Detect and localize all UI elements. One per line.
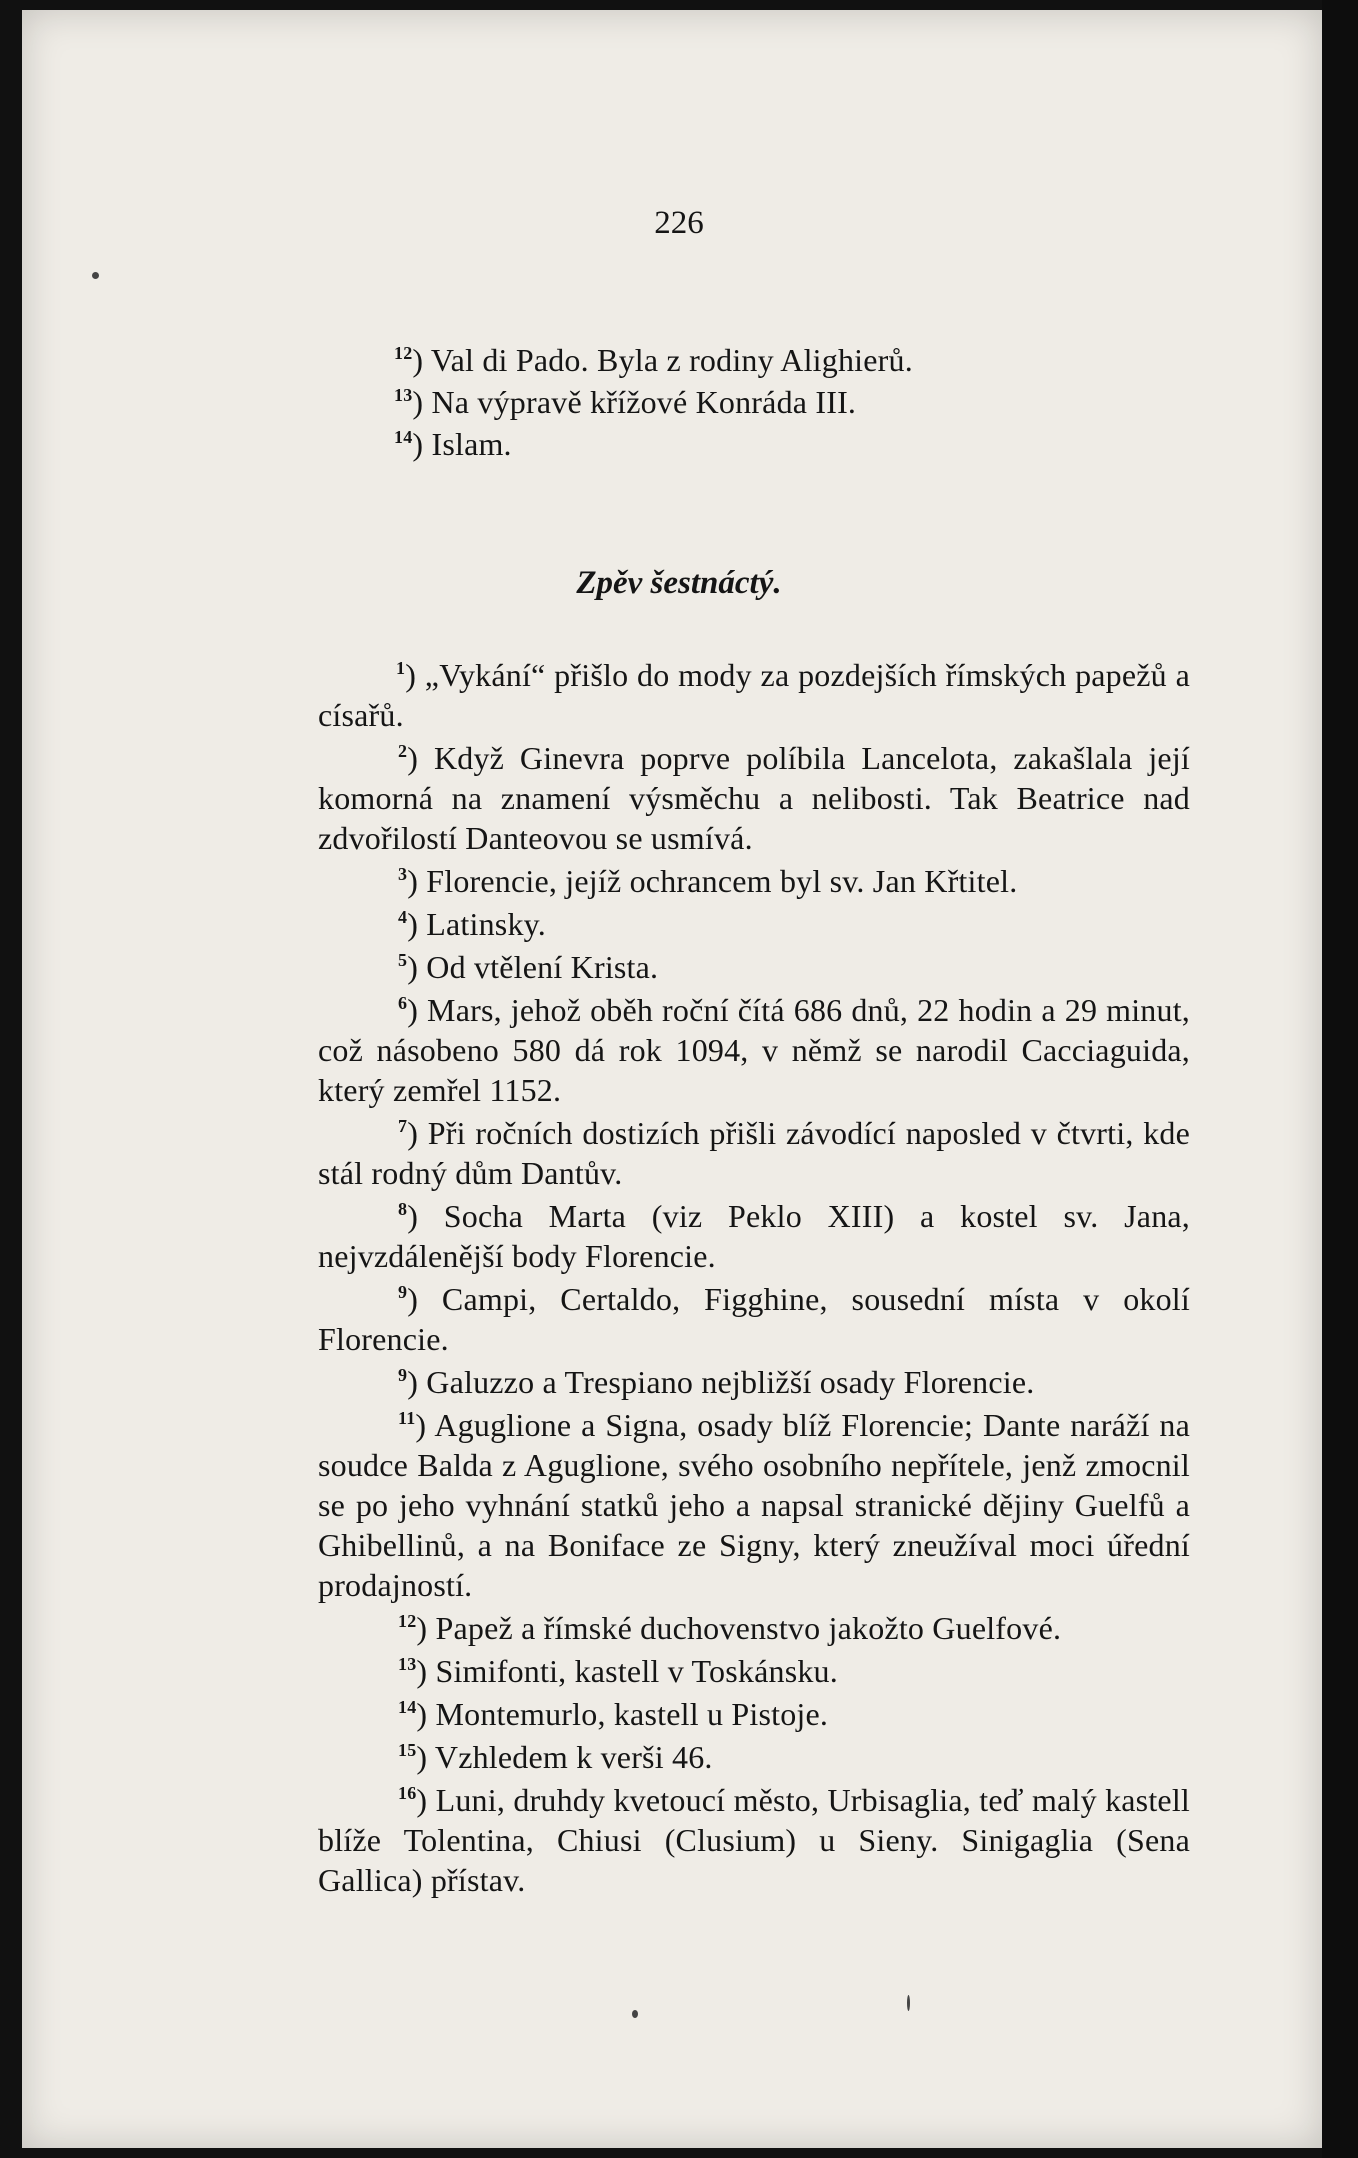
footnote: $^{13}$) Simifonti, kastell v Toskánsku. <box>398 1653 838 1689</box>
footnote-number: 7 <box>398 1116 408 1136</box>
footnote-number: 11 <box>398 1408 416 1428</box>
footnote-text: Při ročních dostizích přišli závodící naposled v čtvrti, kde stál rodný dům Dantův. <box>318 1115 1190 1191</box>
footnote-number: 15 <box>398 1740 417 1760</box>
footnote-text: Luni, druhdy kvetoucí město, Urbisaglia, teď malý kastell blíže Tolentina, Chiusi (Clusium) u Sieny. Sinigaglia (Sena Gallica) přístav. <box>318 1782 1191 1898</box>
footnote: $^{14}$) Montemurlo, kastell u Pistoje. <box>398 1696 829 1732</box>
footnote: $^1$) „Vykání“ přišlo do mody za pozdejších římských papežů a císařů. <box>318 657 1191 733</box>
footnote: $^{12}$) Papež a římské duchovenstvo jakožto Guelfové. <box>398 1610 1062 1646</box>
footnote-text: Když Ginevra poprve políbila Lancelota, zakašlala její komorná na znamení výsměchu a nelibosti. Tak Beatrice nad zdvořilostí Danteovou se usmívá. <box>318 740 1190 856</box>
footnote-number: 16 <box>398 1783 417 1803</box>
footnote-text: Campi, Certaldo, Figghine, sousední místa v okolí Florencie. <box>318 1281 1190 1357</box>
footnote: $^5$) Od vtělení Krista. <box>398 949 659 985</box>
footnote-number: 9 <box>398 1282 408 1302</box>
footnote: $^6$) Mars, jehož oběh roční čítá 686 dnů, 22 hodin a 29 minut, což násobeno 580 dá rok 1094, v němž se narodil Cacciaguida, který zemřel 1152. <box>318 992 1190 1108</box>
footnote-number: 4 <box>398 907 408 927</box>
footnote-text: Papež a římské duchovenstvo jakožto Guelfové. <box>435 1610 1062 1646</box>
footnote: $^2$) Když Ginevra poprve políbila Lancelota, zakašlala její komorná na znamení výsměchu a nelibosti. Tak Beatrice nad zdvořilostí Danteovou se usmívá. <box>318 740 1190 856</box>
footnote-text: Montemurlo, kastell u Pistoje. <box>435 1696 829 1732</box>
footnote-text: Na výpravě křížové Konráda III. <box>431 384 857 420</box>
previous-footnotes <box>318 340 1190 466</box>
page-number: 226 <box>654 205 704 241</box>
footnote: $^4$) Latinsky. <box>398 906 546 942</box>
footnote: $^{13}$) Na výpravě křížové Konráda III. <box>394 384 857 420</box>
footnote-number: 13 <box>394 385 413 405</box>
footnote-number: 9 <box>398 1365 408 1385</box>
footnote-number: 3 <box>398 864 408 884</box>
footnote-text: Aguglione a Signa, osady blíž Florencie; Dante naráží na soudce Balda z Aguglione, svého osobního nepřítele, jenž zmocnil se po jeho vyhnání statků jeho a napsal stranické dějiny Guelfů a Ghibellinů, a na Boniface ze Signy, který zneužíval moci úřední prodajností. <box>318 1407 1190 1603</box>
footnote-text: Mars, jehož oběh roční čítá 686 dnů, 22 hodin a 29 minut, což násobeno 580 dá rok 1094, v němž se narodil Cacciaguida, který zemřel 1152. <box>318 992 1190 1108</box>
footnote: $^3$) Florencie, jejíž ochrancem byl sv. Jan Křtitel. <box>398 863 1018 899</box>
footnote-text: Val di Pado. Byla z rodiny Alighierů. <box>430 342 913 378</box>
footnote: $^{16}$) Luni, druhdy kvetoucí město, Urbisaglia, teď malý kastell blíže Tolentina, Chiusi (Clusium) u Sieny. Sinigaglia (Sena Gallica) přístav. <box>318 1782 1191 1898</box>
footnote-text: Florencie, jejíž ochrancem byl sv. Jan Křtitel. <box>426 863 1018 899</box>
scan-edge <box>1322 0 1358 2158</box>
ink-speck <box>907 1995 910 2011</box>
footnote-number: 14 <box>398 1697 417 1717</box>
footnote-text: Islam. <box>431 426 512 462</box>
footnote-text: Vzhledem k verši 46. <box>434 1739 713 1775</box>
footnote: $^7$) Při ročních dostizích přišli závodící naposled v čtvrti, kde stál rodný dům Dantův. <box>318 1115 1190 1191</box>
footnote-number: 5 <box>398 950 408 970</box>
footnote-number: 13 <box>398 1654 417 1674</box>
footnote-number: 8 <box>398 1199 408 1219</box>
footnote: $^8$) Socha Marta (viz Peklo XIII) a kostel sv. Jana, nejvzdálenější body Florencie. <box>318 1198 1190 1274</box>
footnote: $^{15}$) Vzhledem k verši 46. <box>398 1739 713 1775</box>
footnote-text: Od vtělení Krista. <box>426 949 659 985</box>
footnote: $^{14}$) Islam. <box>394 426 512 462</box>
footnotes <box>318 655 1190 1903</box>
footnote-number: 12 <box>394 343 413 363</box>
footnote: $^{12}$) Val di Pado. Byla z rodiny Alighierů. <box>394 342 913 378</box>
footnote-number: 1 <box>396 658 406 678</box>
footnote-text: Galuzzo a Trespiano nejbližší osady Florencie. <box>426 1364 1035 1400</box>
footnote-text: Simifonti, kastell v Toskánsku. <box>435 1653 838 1689</box>
footnote: $^{11}$) Aguglione a Signa, osady blíž Florencie; Dante naráží na soudce Balda z Aguglione, svého osobního nepřítele, jenž zmocnil se po jeho vyhnání statků jeho a napsal stranické dějiny Guelfů a Ghibellinů, a na Boniface ze Signy, který zneužíval moci úřední prodajností. <box>318 1407 1190 1603</box>
footnote-number: 14 <box>394 427 413 447</box>
footnote-text: Socha Marta (viz Peklo XIII) a kostel sv. Jana, nejvzdálenější body Florencie. <box>318 1198 1190 1274</box>
footnote: $^9$) Campi, Certaldo, Figghine, sousední místa v okolí Florencie. <box>318 1281 1190 1357</box>
footnote-number: 2 <box>398 741 408 761</box>
footnote-text: Latinsky. <box>426 906 546 942</box>
footnote-number: 12 <box>398 1611 417 1631</box>
footnote-text: „Vykání“ přišlo do mody za pozdejších římských papežů a císařů. <box>318 657 1191 733</box>
ink-speck <box>632 2010 638 2018</box>
footnote-number: 6 <box>398 993 408 1013</box>
ink-speck <box>92 272 99 279</box>
footnote: $^9$) Galuzzo a Trespiano nejbližší osady Florencie. <box>398 1364 1035 1400</box>
section-heading: Zpěv šestnáctý. <box>576 565 782 601</box>
